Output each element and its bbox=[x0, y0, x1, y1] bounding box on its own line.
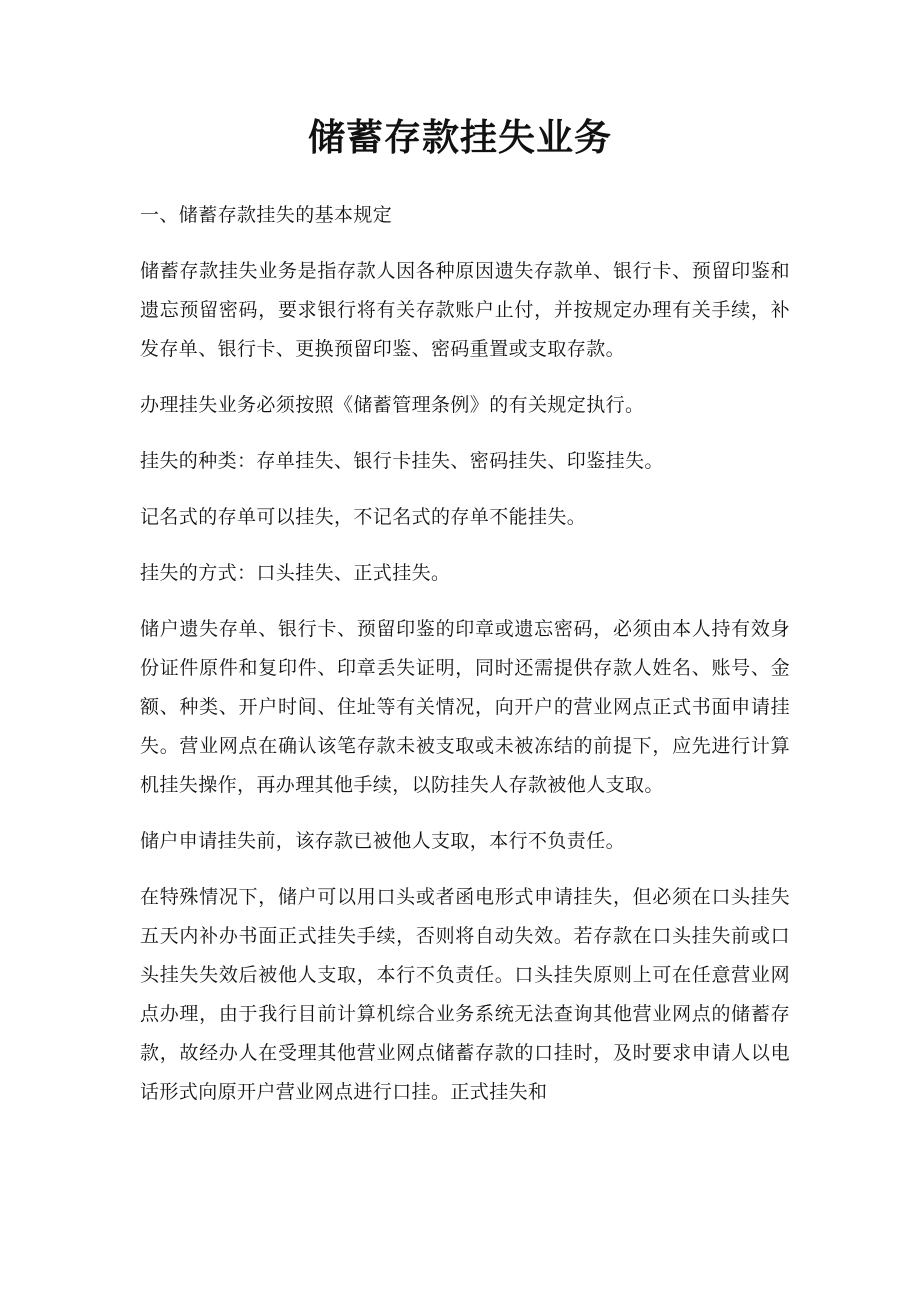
paragraph-registered-deposit: 记名式的存单可以挂失，不记名式的存单不能挂失。 bbox=[140, 506, 587, 528]
paragraph-loss-methods: 挂失的方式：口头挂失、正式挂失。 bbox=[140, 562, 451, 584]
paragraph-definition: 储蓄存款挂失业务是指存款人因各种原因遗失存款单、银行卡、预留印鉴和遗忘预留密码，要求银行将有关存款账户止付，并按规定办理有关手续，补发存单、银行卡、更换预留印鉴、密码重置或支取存款。 bbox=[140, 260, 790, 360]
paragraph-regulation: 办理挂失业务必须按照《储蓄管理条例》的有关规定执行。 bbox=[140, 394, 645, 416]
paragraph-loss-types: 挂失的种类：存单挂失、银行卡挂失、密码挂失、印鉴挂失。 bbox=[140, 450, 664, 472]
document-body bbox=[140, 196, 790, 1129]
document-title: 储蓄存款挂失业务 bbox=[308, 115, 612, 159]
paragraph-application-procedure: 储户遗失存单、银行卡、预留印鉴的印章或遗忘密码，必须由本人持有效身份证件原件和复印件、印章丢失证明，同时还需提供存款人姓名、账号、金额、种类、开户时间、住址等有关情况，向开户的营业网点正式书面申请挂失。营业网点在确认该笔存款未被支取或未被冻结的前提下，应先进行计算机挂失操作，再办理其他手续，以防挂失人存款被他人支取。 bbox=[140, 618, 790, 796]
paragraph-special-cases: 在特殊情况下，储户可以用口头或者函电形式申请挂失，但必须在口头挂失五天内补办书面正式挂失手续，否则将自动失效。若存款在口头挂失前或口头挂失失效后被他人支取，本行不负责任。口头挂失原则上可在任意营业网点办理，由于我行目前计算机综合业务系统无法查询其他营业网点的储蓄存款，故经办人在受理其他营业网点储蓄存款的口挂时，及时要求申请人以电话形式向原开户营业网点进行口挂。正式挂失和 bbox=[140, 886, 790, 1103]
paragraph-liability: 储户申请挂失前，该存款已被他人支取，本行不负责任。 bbox=[140, 830, 626, 852]
section-heading: 一、储蓄存款挂失的基本规定 bbox=[140, 204, 393, 226]
